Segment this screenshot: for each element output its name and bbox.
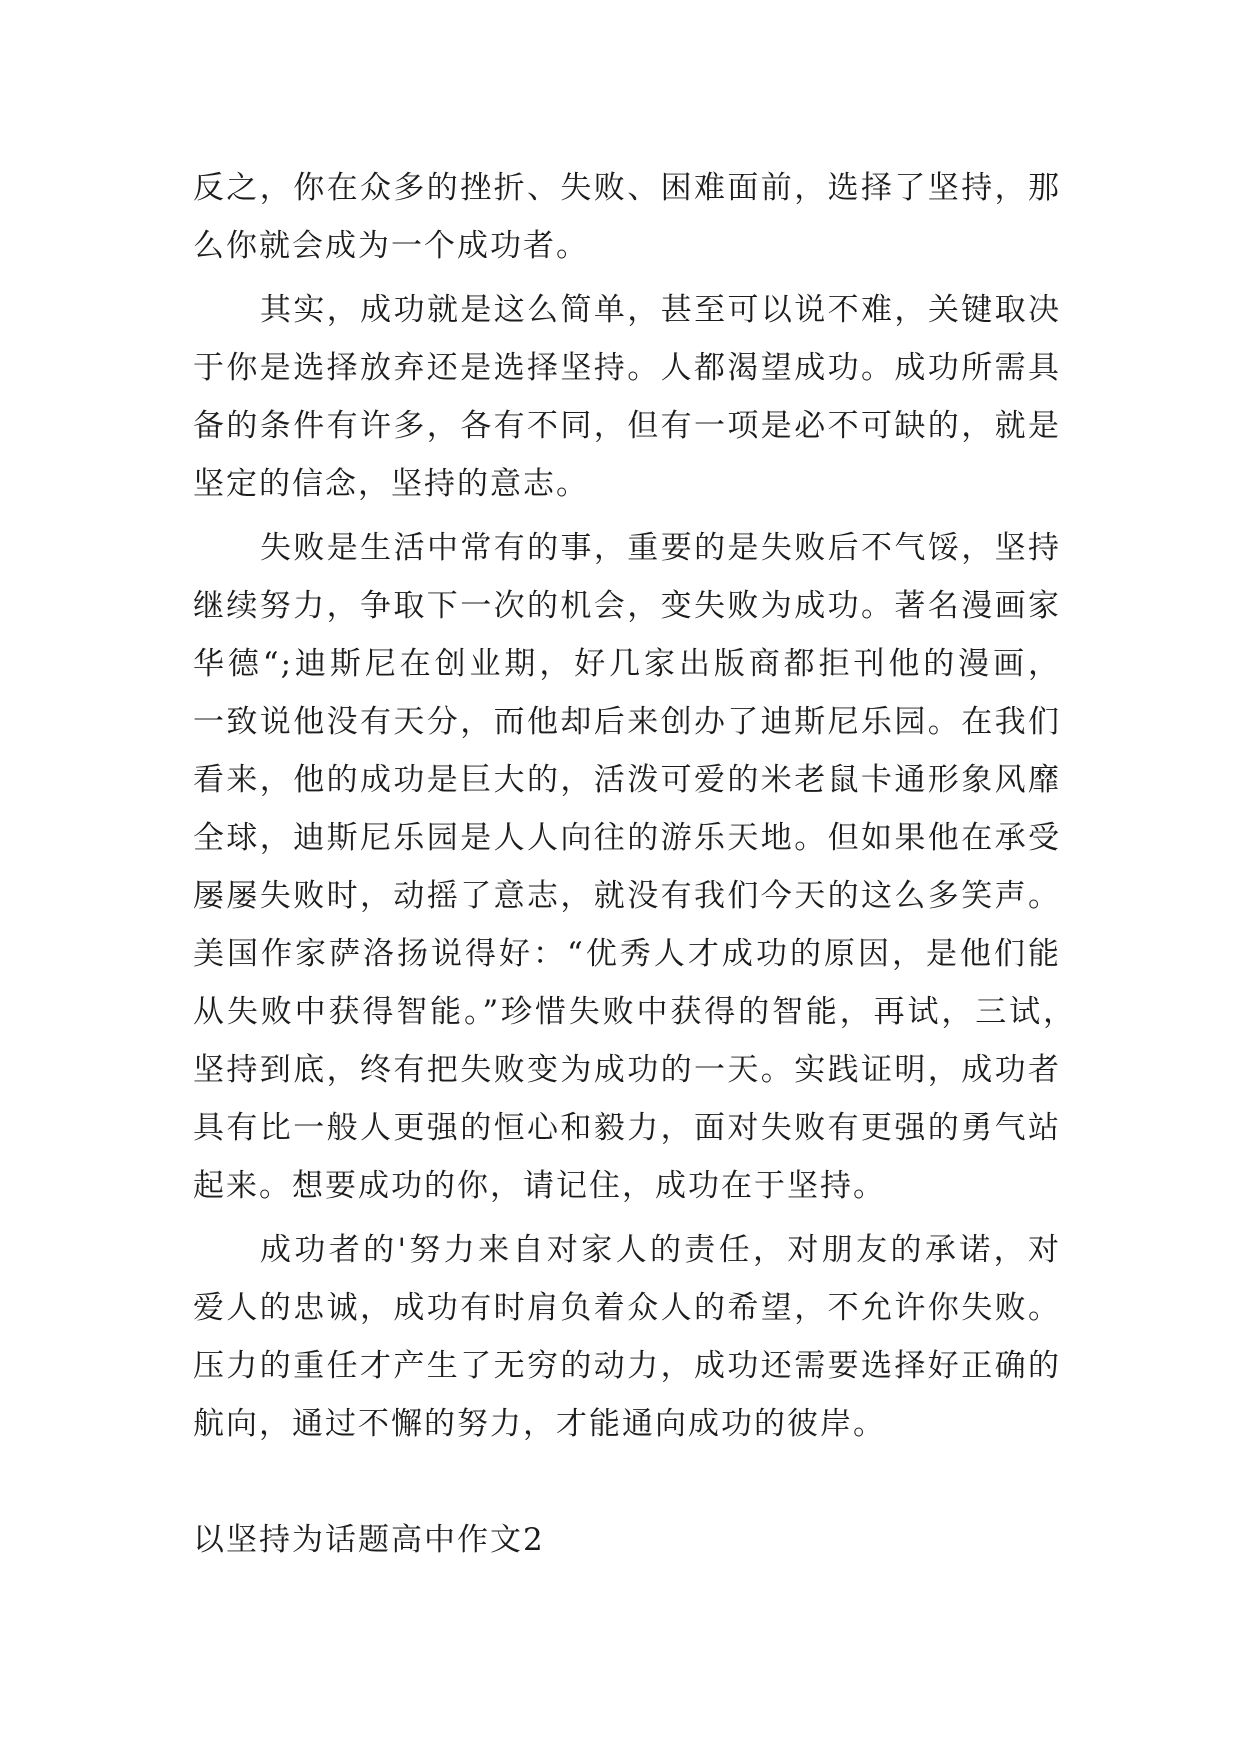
paragraph [193, 1221, 1061, 1453]
text-line: 么你就会成为一个成功者。 [193, 228, 589, 264]
text-line: 失败是生活中常有的事，重要的是失败后不气馁，坚持 [260, 530, 1061, 566]
text-line: 备的条件有许多，各有不同，但有一项是必不可缺的，就是 [193, 408, 1061, 444]
text-line: 航向，通过不懈的努力，才能通向成功的彼岸。 [193, 1406, 886, 1442]
text-line: 压力的重任才产生了无穷的动力，成功还需要选择好正确的 [193, 1348, 1061, 1384]
paragraph [193, 281, 1061, 513]
text-line: 其实，成功就是这么简单，甚至可以说不难，关键取决 [260, 292, 1061, 328]
text-line: 全球，迪斯尼乐园是人人向往的游乐天地。但如果他在承受 [193, 820, 1061, 856]
text-line: 屡屡失败时，动摇了意志，就没有我们今天的这么多笑声。 [193, 878, 1061, 914]
text-line: 美国作家萨洛扬说得好：“优秀人才成功的原因，是他们能 [193, 936, 1061, 972]
text-line: 爱人的忠诚，成功有时肩负着众人的希望，不允许你失败。 [193, 1290, 1061, 1326]
document-body [193, 159, 1075, 1595]
section-heading: 以坚持为话题高中作文2 [193, 1522, 545, 1558]
text-line: 从失败中获得智能。”珍惜失败中获得的智能，再试，三试， [193, 994, 1075, 1030]
text-line: 继续努力，争取下一次的机会，变失败为成功。著名漫画家 [193, 588, 1061, 624]
text-line: 具有比一般人更强的恒心和毅力，面对失败有更强的勇气站 [193, 1110, 1061, 1146]
text-line: 一致说他没有天分，而他却后来创办了迪斯尼乐园。在我们 [193, 704, 1061, 740]
text-line: 成功者的'努力来自对家人的责任，对朋友的承诺，对 [260, 1232, 1061, 1268]
text-line: 坚定的信念，坚持的意志。 [193, 466, 589, 502]
paragraph [193, 159, 1061, 275]
text-line: 于你是选择放弃还是选择坚持。人都渴望成功。成功所需具 [193, 350, 1061, 386]
text-line: 看来，他的成功是巨大的，活泼可爱的米老鼠卡通形象风靡 [193, 762, 1061, 798]
paragraph [193, 519, 1075, 1215]
text-line: 华德“;迪斯尼在创业期，好几家出版商都拒刊他的漫画， [193, 646, 1061, 682]
text-line: 坚持到底，终有把失败变为成功的一天。实践证明，成功者 [193, 1052, 1061, 1088]
text-line: 反之，你在众多的挫折、失败、困难面前，选择了坚持，那 [193, 170, 1061, 206]
text-line: 起来。想要成功的你，请记住，成功在于坚持。 [193, 1168, 886, 1204]
